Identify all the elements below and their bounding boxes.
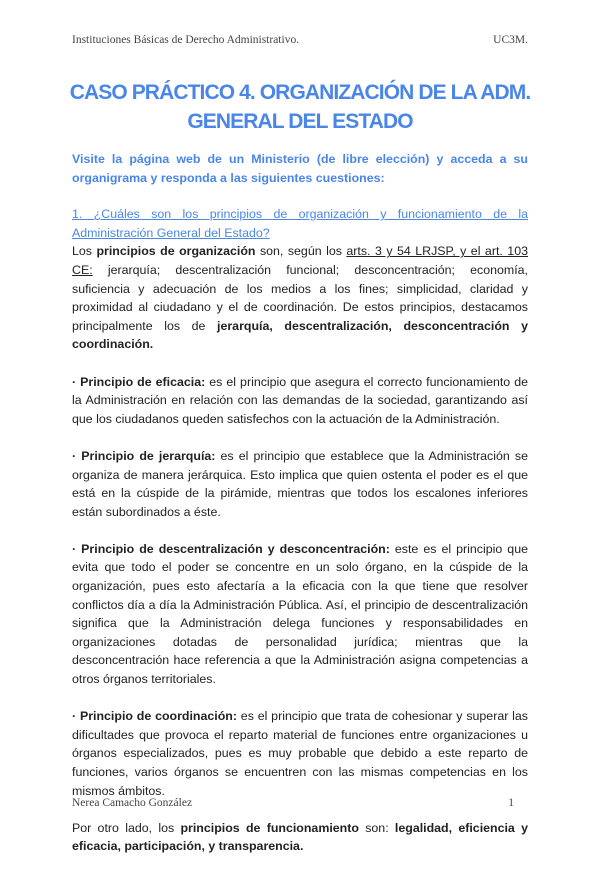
bold-text: principios de organización	[96, 244, 256, 259]
bold-text: principios de funcionamiento	[180, 820, 359, 835]
bold-text: legalidad, eficiencia y eficacia, participación, y transparencia.	[72, 820, 528, 854]
principle-text: es el principio que trata de cohesionar y superar las dificultades que provoca el reparto material de funciones entre organizaciones u órganos especializados, pues es muy probable que debido a este reparto de funciones, varios órganos se encuentren con las mismas competencias en los mismos ámbitos.	[72, 709, 528, 798]
answer-paragraph	[72, 242, 528, 354]
text: son:	[358, 820, 395, 835]
page-footer	[72, 797, 514, 809]
principle-name: · Principio de eficacia:	[72, 374, 206, 389]
title-line-2: GENERAL DEL ESTADO	[187, 110, 413, 133]
principle-name: · Principio de jerarquía:	[72, 448, 216, 463]
text: Por otro lado, los	[72, 820, 181, 835]
question-1: 1. ¿Cuáles son los principios de organización y funcionamiento de la Administración General del Estado?	[72, 207, 528, 240]
text: jerarquía; descentralización funcional; desconcentración; economía, suficiencia y adecuación de los medios a los fines; simplicidad, claridad y proximidad al ciudadano y el de coordinación. De estos principios, destacamos principalmente los de	[72, 262, 528, 333]
principle-coordinacion	[72, 707, 528, 800]
page-number: 1	[508, 797, 514, 809]
document-title	[40, 78, 560, 136]
legal-reference: arts. 3 y 54 LRJSP, y el art. 103 CE:	[72, 244, 528, 277]
principle-descentralizacion	[72, 540, 528, 689]
principle-name: · Principio de coordinación:	[72, 709, 237, 724]
document-body	[72, 150, 528, 875]
text: Los	[72, 244, 97, 259]
course-name: Instituciones Básicas de Derecho Administrativo.	[72, 34, 300, 46]
title-line-1: CASO PRÁCTICO 4. ORGANIZACIÓN DE LA ADM.	[69, 81, 531, 104]
page-header	[72, 34, 528, 46]
principle-name: · Principio de descentralización y desconcentración:	[72, 541, 390, 556]
bold-text: jerarquía, descentralización, desconcentración y coordinación.	[72, 318, 528, 352]
principle-text: es el principio que asegura el correcto funcionamiento de la Administración en relación con las demandas de la sociedad, garantizando así que los ciudadanos queden satisfechos con la actuación de la Administración.	[72, 374, 528, 426]
university: UC3M.	[493, 34, 528, 46]
instructions: Visite la página web de un Ministerio (de libre elección) y acceda a su organigrama y responda a las siguientes cuestiones:	[72, 152, 528, 185]
principle-text: es el principio que establece que la Administración se organiza de manera jerárquica. Esto implica que quien ostenta el poder es el que está en la cúspide de la pirámide, mientras que todos los escalones inferiores están subordinados a éste.	[72, 448, 528, 519]
closing-paragraph	[72, 819, 528, 856]
principle-eficacia	[72, 373, 528, 429]
principle-jerarquia	[72, 447, 528, 521]
text: son, según los	[255, 244, 347, 259]
principle-text: este es el principio que evita que todo el poder se concentre en un solo órgano, en la cúspide de la organización, pues esto afectaría a la eficacia con la que tiene que resolver conflictos día a día la Administración Pública. Así, el principio de descentralización significa que la Administración delega funciones y responsabilidades en organizaciones dotadas de personalidad jurídica; mientras que la desconcentración hace referencia a que la Administración asigna competencias a otros órganos territoriales.	[72, 541, 528, 687]
author: Nerea Camacho González	[72, 797, 193, 809]
